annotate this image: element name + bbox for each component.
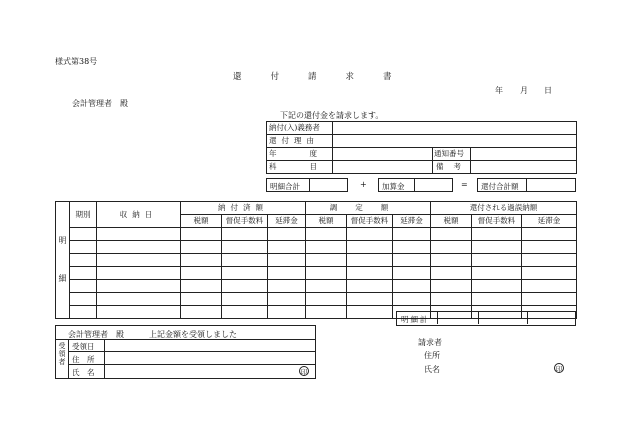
group-paid: 納付済額 [181, 202, 306, 215]
col-period: 期別 [70, 202, 97, 228]
additional-box[interactable] [378, 178, 453, 192]
date-year: 年 [495, 86, 503, 95]
date-month: 月 [520, 86, 528, 95]
equals-sign: = [461, 180, 468, 189]
detail-table [55, 201, 577, 319]
date-day: 日 [544, 86, 552, 95]
table-row[interactable] [56, 293, 577, 306]
sub-fee-1: 督促手数料 [222, 215, 268, 228]
reason-field[interactable] [333, 135, 577, 148]
receipt-side-label: 受領者 [58, 342, 66, 366]
account-label: 科目 [267, 161, 333, 174]
refund-total-box[interactable] [477, 178, 576, 192]
sub-tax-1: 税額 [181, 215, 222, 228]
reason-label: 還付理由 [267, 135, 333, 148]
table-row[interactable] [56, 228, 577, 241]
table-row[interactable] [56, 267, 577, 280]
sub-tax-3: 税額 [431, 215, 472, 228]
additional-label: 加算金 [382, 182, 405, 191]
received-date-field[interactable] [105, 339, 315, 351]
received-date-label: 受領日 [72, 342, 95, 351]
notice-number-label: 通知番号 [433, 148, 471, 161]
addressee: 会計管理者 殿 [72, 99, 128, 108]
sub-fee-2: 督促手数料 [347, 215, 393, 228]
claimant-label: 請求者 [418, 338, 442, 347]
detail-sum-label: 明細計 [401, 315, 430, 324]
remarks-label: 備考 [433, 161, 471, 174]
info-table [266, 121, 577, 174]
form-number: 様式第38号 [55, 57, 98, 66]
remarks-field[interactable] [471, 161, 577, 174]
claimant-seal-icon: 印 [555, 365, 563, 373]
receipt-name-field[interactable] [105, 365, 315, 378]
col-paid-date: 収納日 [97, 202, 181, 228]
request-text: 下記の還付金を請求します。 [280, 111, 384, 120]
receipt-name-label: 氏 名 [72, 368, 95, 377]
detail-total-label: 明細合計 [270, 182, 300, 191]
claimant-name-label: 氏名 [424, 365, 440, 374]
detail-sum-box[interactable] [396, 311, 576, 326]
table-row[interactable] [56, 254, 577, 267]
fiscal-year-label: 年度 [267, 148, 333, 161]
table-row[interactable] [56, 280, 577, 293]
claimant-address-label: 住所 [424, 351, 440, 360]
page-title: 還付請求書 [233, 72, 421, 82]
payer-field[interactable] [333, 122, 577, 135]
group-assessed: 調定額 [306, 202, 431, 215]
receipt-header: 会計管理者 殿 [68, 330, 124, 339]
receipt-address-label: 住 所 [72, 355, 95, 364]
sub-late-2: 延滞金 [393, 215, 431, 228]
receipt-seal-icon: 印 [300, 368, 308, 376]
sub-late-3: 延滞金 [522, 215, 577, 228]
sub-fee-3: 督促手数料 [472, 215, 522, 228]
table-row[interactable] [56, 241, 577, 254]
group-overpaid: 還付される過誤納額 [431, 202, 577, 215]
plus-sign: + [360, 180, 367, 189]
side-label-1: 明 [58, 236, 67, 245]
notice-number-field[interactable] [471, 148, 577, 161]
receipt-header-text: 上記金額を受領しました [149, 330, 237, 339]
refund-total-label: 還付合計額 [481, 182, 519, 191]
receipt-box [55, 325, 316, 379]
sub-late-1: 延滞金 [268, 215, 306, 228]
payer-label: 納付(入)義務者 [267, 122, 333, 135]
detail-side-label [56, 202, 70, 319]
detail-total-box[interactable] [266, 178, 348, 192]
sub-tax-2: 税額 [306, 215, 347, 228]
side-label-2: 細 [58, 274, 67, 283]
receipt-address-field[interactable] [105, 352, 315, 364]
